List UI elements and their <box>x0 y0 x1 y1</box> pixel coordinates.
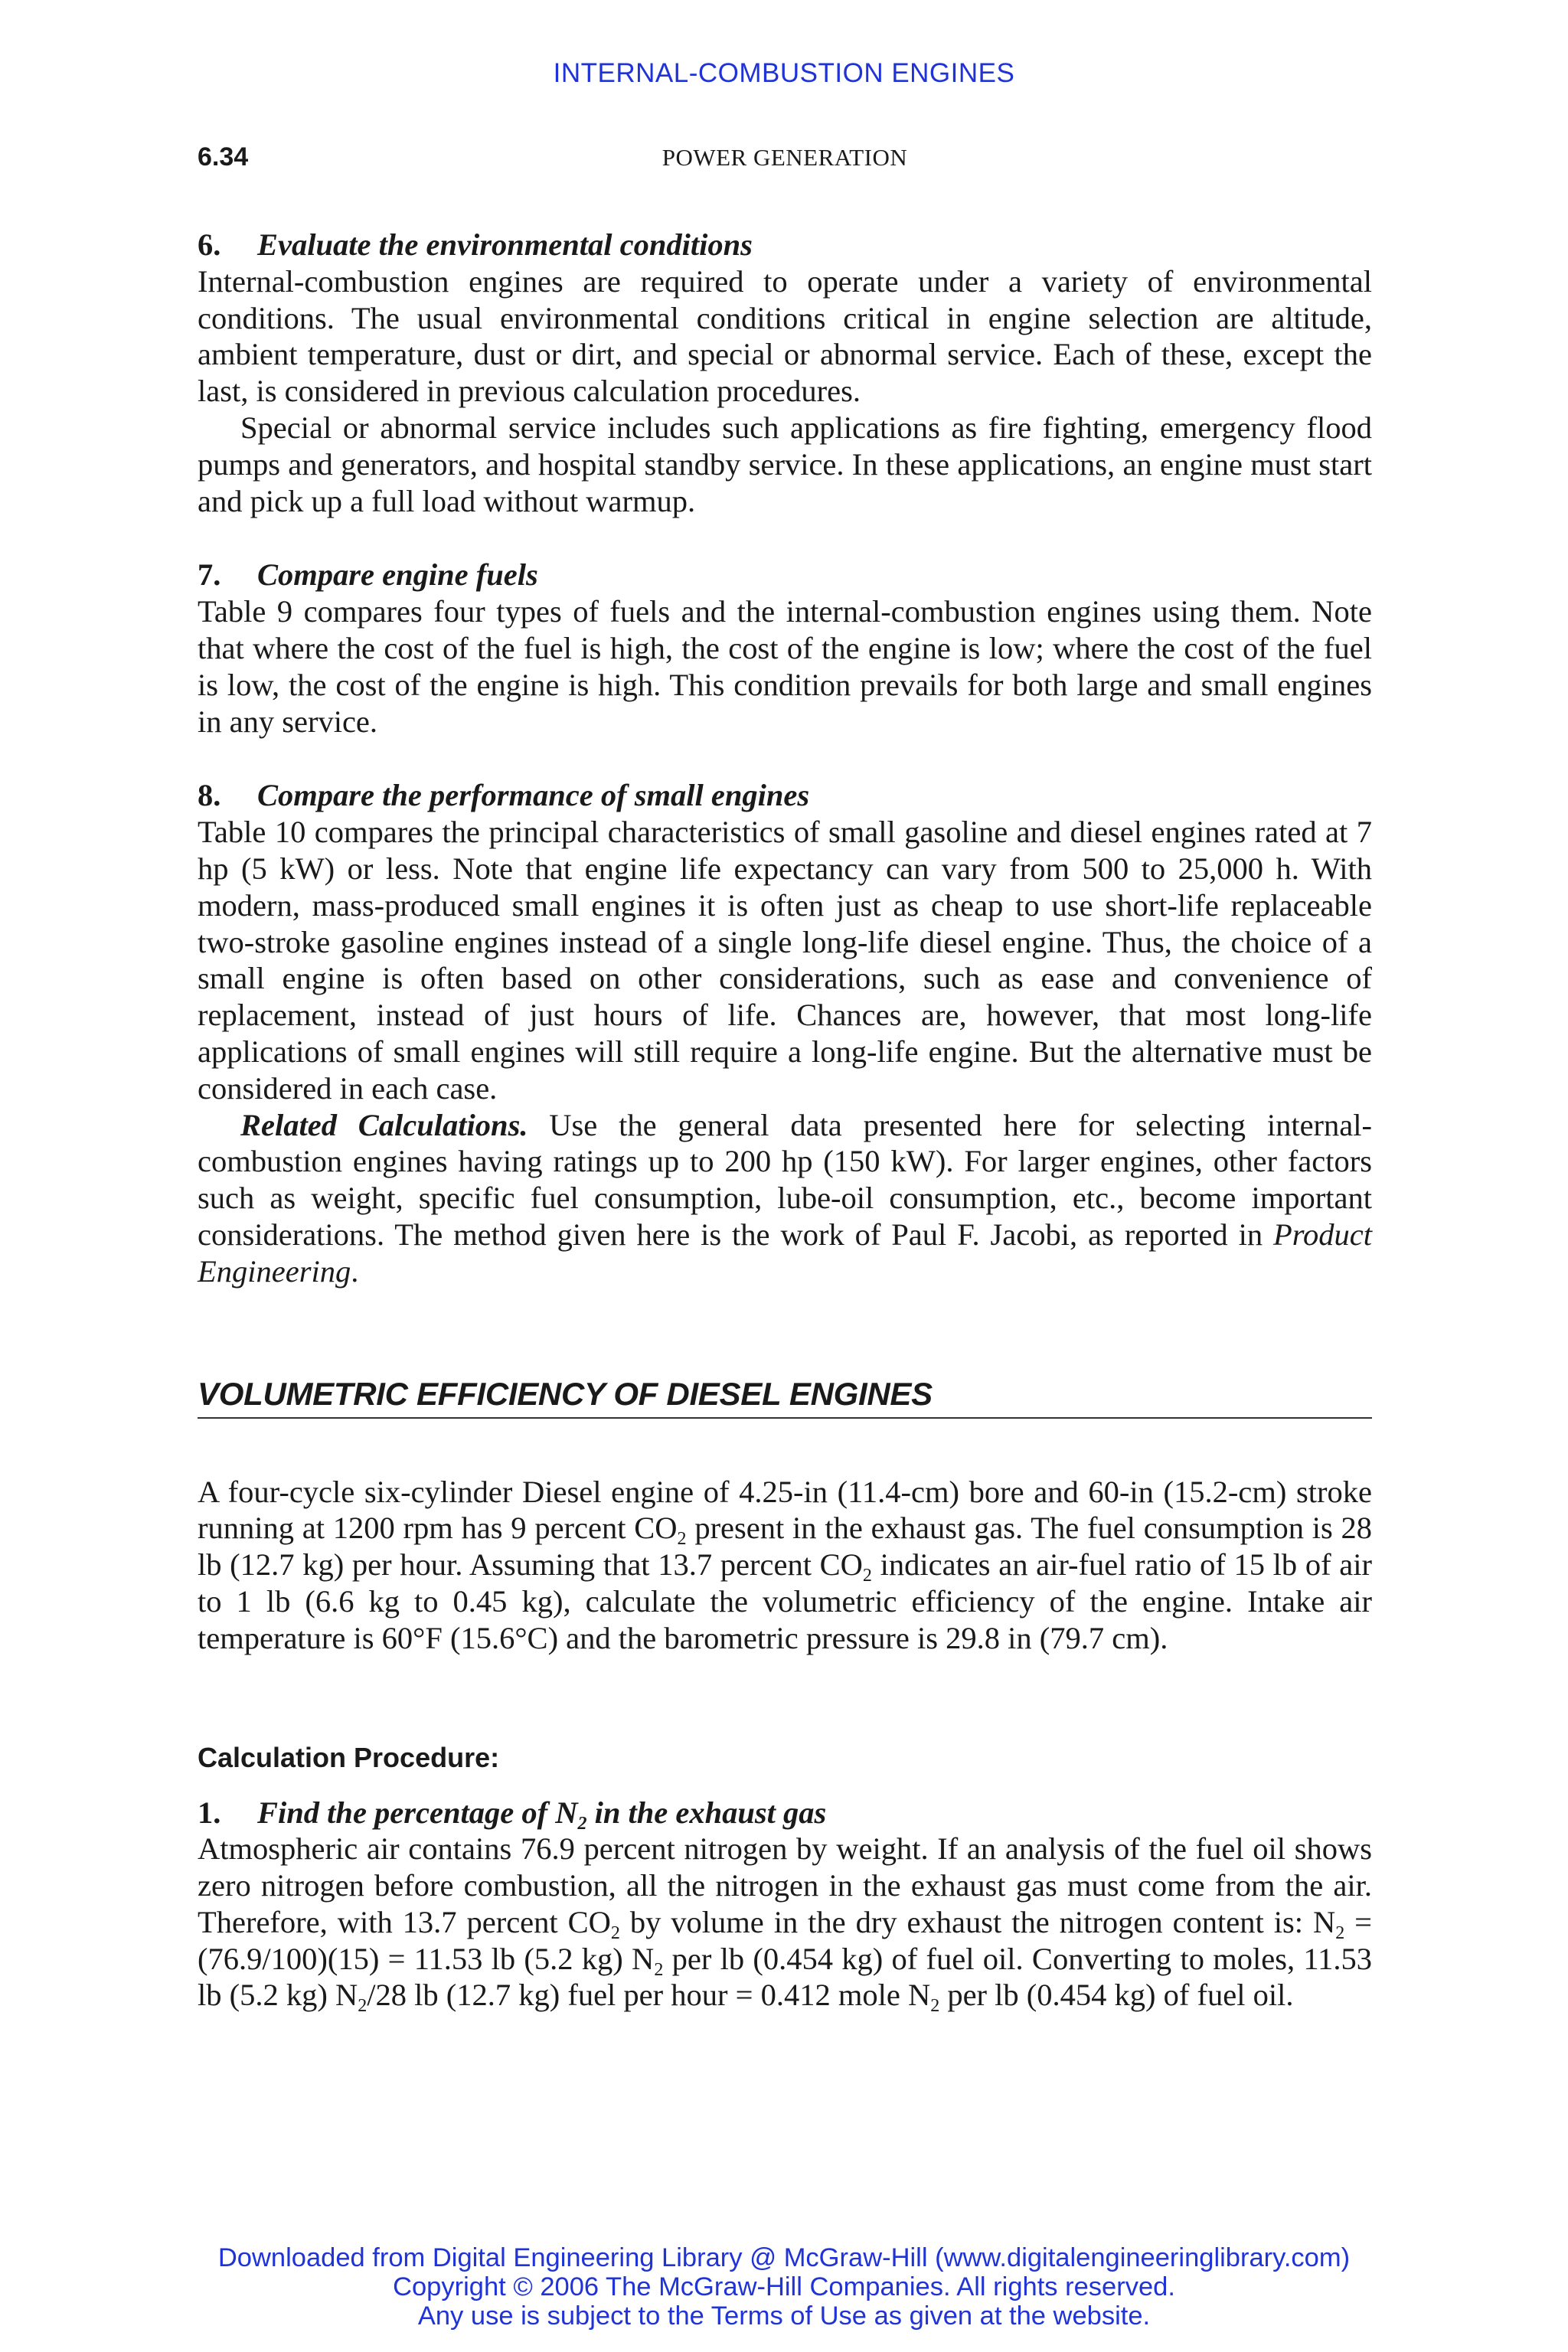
related-calculations-label: Related Calculations. <box>240 1107 528 1142</box>
text-run: per lb (0.454 kg) of fuel oil. <box>939 1978 1294 2013</box>
footer <box>0 2243 1568 2331</box>
text-run: Atmospheric air contains 76.9 percent nitrogen by weight. If an analysis of the fuel oil shows zero nitrogen before combustion, all the nitrogen in the exhaust gas must come from the air. Therefore, with 13.7 percent CO <box>198 1831 1372 1939</box>
step-title: Evaluate the environmental conditions <box>257 227 753 262</box>
step-number: 6. <box>198 227 221 262</box>
paragraph: Table 9 compares four types of fuels and the internal-combustion engines using them. Note that where the cost of the fuel is high, the cost of the engine is low; where the cost of the fuel is low, the cost of the engine is high. This condition prevails for both large and small engines in any service. <box>198 594 1372 739</box>
step-number: 8. <box>198 778 221 813</box>
section-title: POWER GENERATION <box>662 144 908 171</box>
step-title: Compare the performance of small engines <box>257 778 810 813</box>
text-run: by volume in the dry exhaust the nitrogen content is: N <box>619 1904 1336 1939</box>
step-8 <box>198 777 1372 1289</box>
page-number: 6.34 <box>198 142 249 172</box>
subscript: 2 <box>577 1813 587 1834</box>
step-title <box>257 1795 827 1834</box>
text-run: Find the percentage of N <box>257 1795 578 1830</box>
book-title: Product Engineering <box>198 1217 1373 1289</box>
text-run: A four-cycle six-cylinder Diesel engine of 4.25-in (11.4-cm) bore and 60-in (15.2-cm) stroke running at 1200 rpm has 9 percent CO <box>198 1474 1372 1546</box>
chapter-banner: INTERNAL-COMBUSTION ENGINES <box>553 58 1015 88</box>
subscript: 2 <box>358 1996 368 2017</box>
text-run: /28 lb (12.7 kg) fuel per hour = 0.412 mole N <box>367 1978 931 2013</box>
paragraph: Table 10 compares the principal characteristics of small gasoline and diesel engines rated at 7 hp (5 kW) or less. Note that engine life expectancy can vary from 500 to 25,000 h. With modern, mass-produced small engines it is often just as cheap to use short-life replaceable two-stroke gasoline engines instead of a single long-life diesel engine. Thus, the choice of a small engine is often based on other considerations, such as ease and convenience of replacement, instead of just hours of life. Chances are, however, that most long-life applications of small engines will still require a long-life engine. But the alternative must be considered in each case. <box>198 815 1372 1106</box>
subscript: 2 <box>1335 1922 1345 1943</box>
subscript: 2 <box>610 1922 620 1943</box>
subscript: 2 <box>654 1959 664 1980</box>
running-head <box>198 142 1372 176</box>
subscript: 2 <box>930 1996 940 2017</box>
page-body <box>198 227 1373 2017</box>
text-run: present in the exhaust gas. The fuel consumption is 28 lb (12.7 kg) per hour. Assuming that 13.7 percent CO <box>198 1511 1372 1583</box>
text-run: = (76.9/100)(15) = 11.53 lb (5.2 kg) N <box>198 1904 1372 1976</box>
footer-terms: Any use is subject to the Terms of Use as given at the website. <box>417 2301 1151 2331</box>
step-title: Compare engine fuels <box>257 557 538 593</box>
paragraph: Internal-combustion engines are required to operate under a variety of environmental conditions. The usual environmental conditions critical in engine selection are altitude, ambient temperature, dust or dirt, and special or abnormal service. Each of these, except the last, is considered in previous calculation procedures. <box>198 263 1372 409</box>
section-heading: VOLUMETRIC EFFICIENCY OF DIESEL ENGINES <box>198 1373 1372 1419</box>
related-calculations-text: Use the general data presented here for selecting internal-combustion engines having ratings up to 200 hp (150 kW). For larger engines, other factors such as weight, specific fuel consumption, lube-oil consumption, etc., become important considerations. The method given here is the work of Paul F. Jacobi, as reported in <box>198 1107 1373 1252</box>
paragraph <box>198 1831 1372 2017</box>
problem-statement <box>198 1474 1372 1657</box>
footer-copyright: Copyright © 2006 The McGraw-Hill Companies. All rights reserved. <box>393 2272 1175 2301</box>
subscript: 2 <box>677 1529 687 1550</box>
step-number: 7. <box>198 557 221 593</box>
step-heading <box>198 1795 1372 1834</box>
footer-download-link[interactable]: Downloaded from Digital Engineering Library @ McGraw-Hill (www.digitalengineeringlibrary.com) <box>217 2243 1351 2272</box>
procedure-heading: Calculation Procedure: <box>198 1741 500 1773</box>
sentence-end: . <box>351 1253 359 1289</box>
text-run: per lb (0.454 kg) of fuel oil. Converting to moles, 11.53 lb (5.2 kg) N <box>198 1941 1372 2013</box>
step-heading <box>198 227 1372 263</box>
step-6 <box>198 227 1372 519</box>
step-heading <box>198 557 1372 593</box>
step-number: 1. <box>198 1795 221 1830</box>
subscript: 2 <box>862 1566 872 1586</box>
step-heading <box>198 777 1372 814</box>
step-1 <box>198 1795 1372 2017</box>
step-7 <box>198 557 1372 740</box>
related-calculations-paragraph <box>198 1107 1372 1290</box>
paragraph: Special or abnormal service includes such applications as fire fighting, emergency flood pumps and generators, and hospital standby service. In these applications, an engine must start and pick up a full load without warmup. <box>198 410 1372 518</box>
text-run: in the exhaust gas <box>586 1795 827 1830</box>
text-run: indicates an air-fuel ratio of 15 lb of air to 1 lb (6.6 kg to 0.45 kg), calculate the volumetric efficiency of the engine. Intake air temperature is 60°F (15.6°C) and the barometric pressure is 29.8 in (79.7 cm). <box>198 1547 1373 1655</box>
